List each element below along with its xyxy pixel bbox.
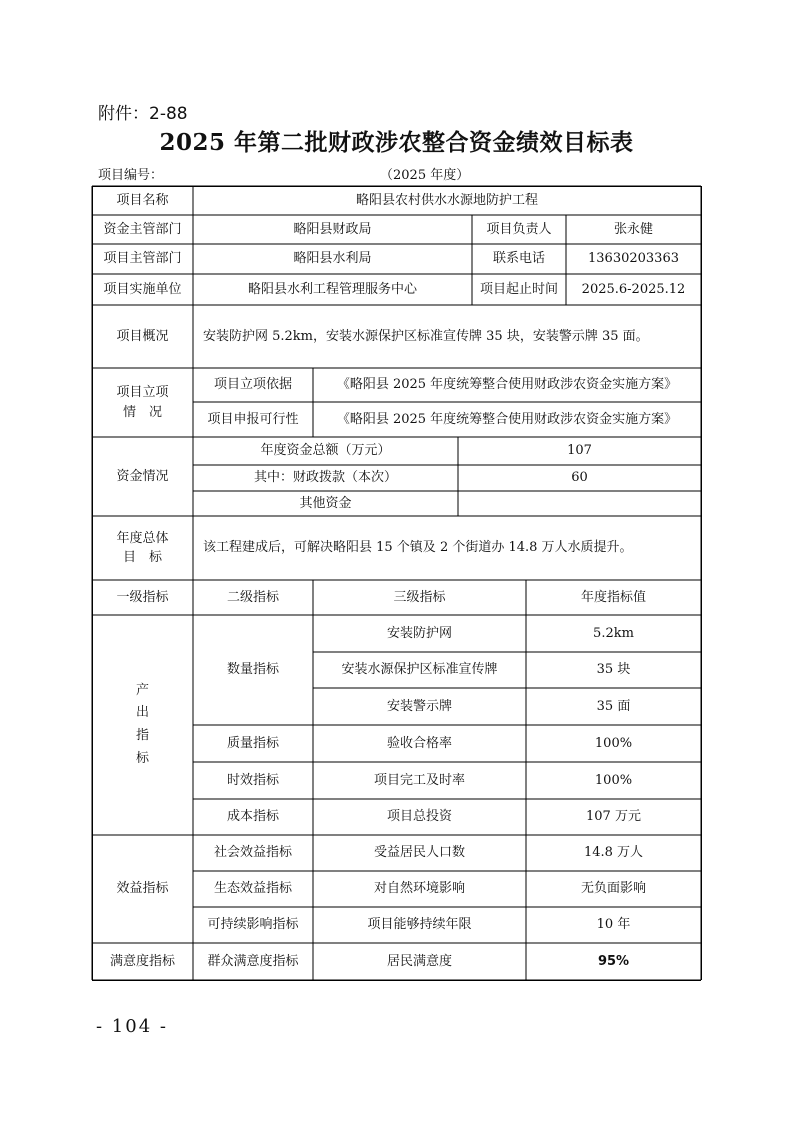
- timeliness-indicator-label: 时效指标: [226, 772, 279, 788]
- output-label-char: 标: [135, 750, 149, 766]
- attachment-number: 附件：2-88: [98, 104, 188, 124]
- phone-label: 联系电话: [492, 251, 545, 267]
- project-name-label: 项目名称: [116, 192, 169, 208]
- table-row-name: 安装警示牌: [386, 698, 452, 714]
- period-label: 项目起止时间: [479, 281, 558, 297]
- social-benefit-value: 14.8 万人: [583, 845, 644, 861]
- cost-indicator-label: 成本指标: [226, 809, 279, 825]
- approval-label-line2: 情 况: [122, 404, 162, 420]
- funds-label: 资金情况: [116, 468, 169, 484]
- period-value: 2025.6-2025.12: [581, 281, 686, 297]
- quality-indicator-name: 验收合格率: [386, 735, 452, 751]
- goal-label-line1: 年度总体: [116, 530, 169, 546]
- satisfaction-label: 满意度指标: [109, 953, 175, 969]
- cost-indicator-value: 107 万元: [586, 809, 641, 825]
- table-row-value: 35 块: [596, 662, 631, 678]
- project-dept-label: 项目主管部门: [103, 251, 182, 267]
- funds-other-value: [458, 491, 701, 516]
- approval-label: [92, 368, 193, 437]
- timeliness-indicator-name: 项目完工及时率: [373, 772, 465, 788]
- fund-dept-value: 略阳县财政局: [293, 221, 372, 237]
- phone-value: 13630203363: [588, 251, 679, 267]
- overview-text: 安装防护网 5.2km，安装水源保护区标准宣传牌 35 块，安装警示牌 35 面。: [203, 328, 649, 344]
- header-level2: 二级指标: [226, 589, 279, 605]
- feasibility-label: 项目申报可行性: [207, 411, 299, 427]
- header-level1: 一级指标: [116, 589, 169, 605]
- eco-benefit-label: 生态效益指标: [213, 881, 292, 897]
- goal-label: [92, 516, 193, 580]
- table-row-name: 安装水源保护区标准宣传牌: [341, 662, 498, 678]
- year-label: （2025 年度）: [380, 168, 470, 183]
- quantity-indicator-label: 数量指标: [226, 662, 279, 678]
- output-indicator-label: [92, 615, 193, 835]
- social-benefit-name: 受益居民人口数: [373, 845, 465, 861]
- cost-indicator-name: 项目总投资: [386, 809, 452, 825]
- funds-fiscal-label: 其中：财政拨款（本次）: [253, 470, 397, 486]
- overview-label: 项目概况: [116, 328, 169, 344]
- header-target-value: 年度指标值: [580, 589, 646, 605]
- project-name-value: 略阳县农村供水水源地防护工程: [355, 192, 538, 208]
- sustain-benefit-value: 10 年: [596, 917, 631, 933]
- funds-fiscal-value: 60: [571, 470, 588, 486]
- header-level3: 三级指标: [393, 589, 446, 605]
- impl-unit-value: 略阳县水利工程管理服务中心: [247, 281, 417, 297]
- output-label-char: 指: [135, 728, 149, 743]
- page-title: 2025 年第二批财政涉农整合资金绩效目标表: [159, 129, 634, 156]
- social-benefit-label: 社会效益指标: [213, 845, 292, 861]
- approval-label-line1: 项目立项: [116, 385, 169, 400]
- satisfaction-name: 居民满意度: [386, 953, 452, 969]
- project-dept-value: 略阳县水利局: [293, 251, 372, 267]
- satisfaction-value: 95%: [597, 953, 630, 969]
- page-number: - 104 -: [96, 1016, 168, 1037]
- eco-benefit-value: 无负面影响: [580, 881, 646, 897]
- fund-dept-label: 资金主管部门: [103, 221, 182, 237]
- output-label-char: 产: [135, 682, 149, 698]
- satisfaction-l2-label: 群众满意度指标: [207, 953, 299, 969]
- leader-value: 张永健: [613, 221, 653, 237]
- timeliness-indicator-value: 100%: [594, 772, 633, 788]
- funds-total-value: 107: [567, 443, 592, 459]
- basis-label: 项目立项依据: [213, 377, 292, 393]
- table-row-value: 5.2km: [593, 625, 634, 641]
- sustain-benefit-name: 项目能够持续年限: [367, 917, 472, 933]
- benefit-indicator-label: 效益指标: [116, 881, 169, 897]
- project-number-label: 项目编号：: [98, 168, 164, 183]
- impl-unit-label: 项目实施单位: [103, 281, 182, 297]
- output-label-char: 出: [135, 705, 149, 721]
- funds-other-label: 其他资金: [299, 495, 352, 511]
- leader-label: 项目负责人: [486, 221, 552, 237]
- feasibility-value: 《略阳县 2025 年度统筹整合使用财政涉农资金实施方案》: [336, 411, 678, 427]
- sustain-benefit-label: 可持续影响指标: [207, 917, 299, 933]
- table-row-value: 35 面: [596, 698, 631, 714]
- eco-benefit-name: 对自然环境影响: [373, 881, 465, 897]
- table-row-name: 安装防护网: [386, 625, 452, 641]
- quality-indicator-value: 100%: [594, 735, 633, 751]
- goal-text: 该工程建成后，可解决略阳县 15 个镇及 2 个街道办 14.8 万人水质提升。: [203, 540, 633, 556]
- funds-total-label: 年度资金总额（万元）: [260, 443, 391, 459]
- goal-label-line2: 目 标: [122, 550, 162, 565]
- quality-indicator-label: 质量指标: [226, 735, 279, 751]
- basis-value: 《略阳县 2025 年度统筹整合使用财政涉农资金实施方案》: [336, 377, 678, 393]
